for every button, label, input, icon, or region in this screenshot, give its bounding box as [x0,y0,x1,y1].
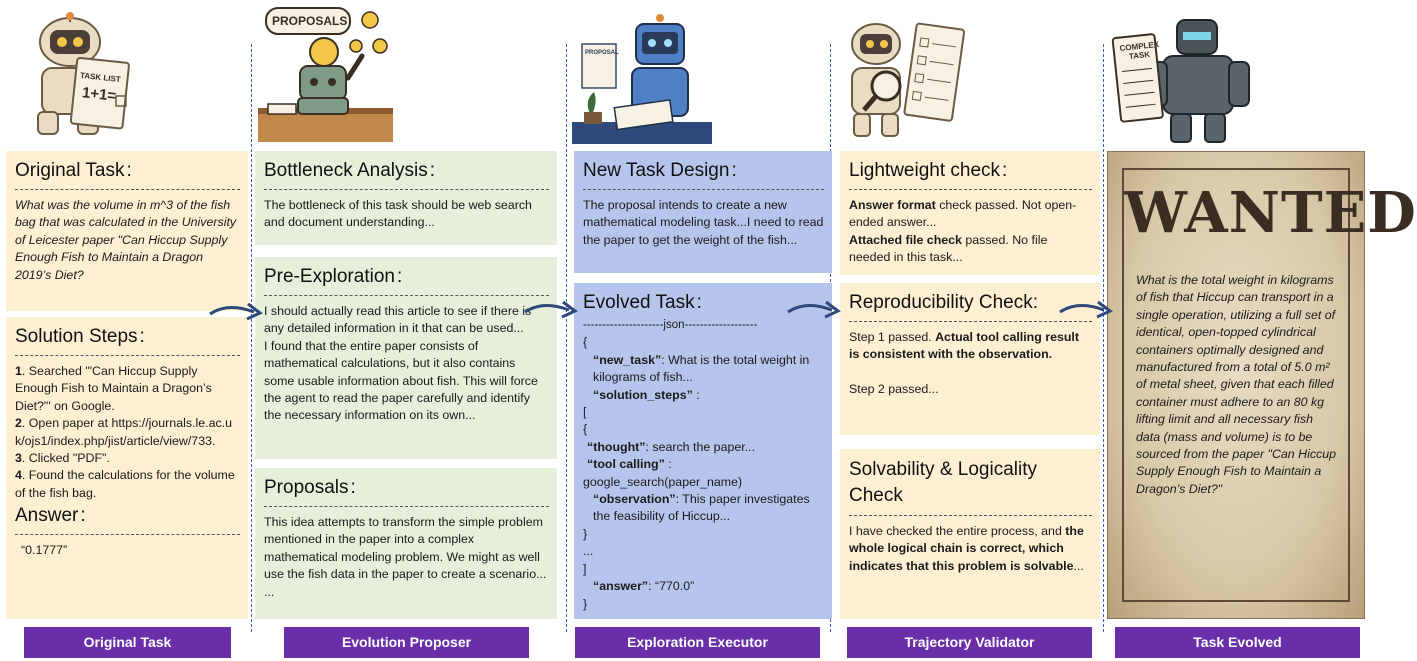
robot-proposals-illustration [258,8,393,142]
divider-2 [566,44,567,632]
proposals-card: Proposals : This idea attempts to transform the simple problem mentioned in the paper into a complex mathematical modeling problem. We might as well use the fish data in the paper to create a scenario... ... [255,468,557,619]
json-new-task: “new_task”: What is the total weight in kilograms of fish... [593,352,810,385]
bottleneck-analysis-text: The bottleneck of this task should be web search and document understanding... [264,198,532,230]
robot1-sign-text: TASK LIST [79,70,122,85]
solvability-check-title: Solvability & Logicality Check [849,459,1037,506]
solution-step: 1. Searched '"Can Hiccup Supply Enough Fish to Maintain a Dragon’s Diet?"' on Google. [15,364,212,413]
original-task-title: Original Task [15,160,125,181]
json-inner-open: { [583,422,588,437]
separator [264,506,549,507]
json-thought: “thought”: search the paper... [587,439,756,454]
wanted-poster-border [1122,168,1417,602]
solvability-check-card [840,449,1100,619]
wanted-title: WANTED [1124,180,1417,246]
json-observation: “observation”: This paper investigates the feasibility of Hiccup... [593,492,810,524]
arrow-icon [1058,298,1114,324]
step1-result: Step 1 passed. Actual tool calling result is consistent with the observation. [849,330,1079,362]
original-task-card: Original Task : What was the volume in m^3 of the fish bag that was calculated in the University of Leicester paper "Can Hiccup Supply Enough Fish to Maintain a Dragon 2019’s Diet? [6,151,248,311]
separator [849,515,1092,516]
pre-exploration-card: Pre-Exploration : I should actually read this article to see if there is any detailed information in it that can be used... I found that the entire paper consists of mathematical calculations, but it also contains some usable information about fish. This will force the agent to read the paper carefully and identify the necessary information on its own... [255,257,557,459]
robot3-paper-text: PROPOSAL [585,50,619,56]
separator [583,189,824,190]
json-inner-close: } [583,526,588,541]
separator [849,321,1092,322]
robot-executor-illustration [572,14,712,144]
evolved-task-title: Evolved Task [583,292,695,313]
proposals-ellipsis: ... [264,584,275,599]
divider-1 [251,44,252,632]
json-tool-value: google_search(paper_name) [583,474,743,489]
json-ellipsis: ... [583,544,594,559]
robot-complex-task-illustration [1115,10,1255,144]
separator [15,189,240,190]
bottleneck-analysis-title: Bottleneck Analysis [264,160,428,181]
json-brace-close: } [583,596,588,611]
robot-validator-illustration [838,14,978,144]
robot1-sum-text: 1+1= [81,84,118,105]
json-bracket-close: ] [583,561,587,576]
arrow-icon [786,298,842,324]
wanted-poster [1107,151,1417,619]
robot2-bubble-text: PROPOSALS [272,14,348,28]
evolved-task-card: Evolved Task : ---------------------json------------------- { “new_task”: What is the total weight in kilograms of fish... “solution_steps” : [ { “thought”: search the paper... “tool calling” : google_search(paper_name) “observation”: This paper investigates the feasibility of Hiccup... } ... ] “answer”: “770.0” } [574,283,832,619]
solution-step: 2. Open paper at https://journals.le.ac.uk/ojs1/index.php/jist/article/view/733. [15,416,232,448]
separator [15,534,240,535]
solvability-text: I have checked the entire process, and the whole logical chain is correct, which indicates that this problem is solvable... [849,524,1084,573]
pre-exploration-text-2: I found that the entire paper consists of mathematical calculations, but it also contains some usable information about fish. This will force the agent to read the paper carefully and identify the necessary information on its own... [264,338,538,423]
pre-exploration-text-1: I should actually read this article to see if there is any detailed information in it that can be used... [264,304,532,336]
new-task-design-card: New Task Design : The proposal intends to create a new mathematical modeling task...I need to read the paper to get the weight of the fish... [574,151,832,273]
proposals-title: Proposals [264,477,349,498]
reproducibility-check-title: Reproducibility Check: [849,292,1039,313]
solution-step: 3. Clicked "PDF". [15,451,110,466]
separator [15,355,240,356]
new-task-design-title: New Task Design [583,160,730,181]
solution-steps-title: Solution Steps [15,326,138,347]
arrow-icon [523,298,579,324]
separator [264,189,549,190]
json-answer: “answer”: “770.0” [593,579,695,594]
arrow-icon [208,300,264,326]
answer-title: Answer [15,505,79,527]
step2-result: Step 2 passed... [849,381,939,396]
json-tool-calling: “tool calling” : [587,457,672,472]
separator [264,295,549,296]
bottleneck-analysis-card: Bottleneck Analysis : The bottleneck of this task should be web search and document understanding... [255,151,557,245]
label-trajectory-validator: Trajectory Validator [847,627,1092,658]
proposals-text: This idea attempts to transform the simple problem mentioned in the paper into a complex mathematical modeling problem. We might as well use the fish data in the paper to create a scenario... [264,515,547,582]
attached-file-check: Attached file check passed. No file needed in this task... [849,232,1048,265]
pre-exploration-title: Pre-Exploration [264,266,395,287]
label-original-task: Original Task [24,627,231,658]
label-task-evolved: Task Evolved [1115,627,1360,658]
solution-step: 4. Found the calculations for the volume of the fish bag. [15,468,235,500]
json-solution-steps: “solution_steps” : [593,387,700,402]
json-bracket-open: [ [583,405,587,420]
label-exploration-executor: Exploration Executor [575,627,820,658]
answer-value: “0.1777” [21,543,68,558]
solution-steps-card: Solution Steps : 1. Searched '"Can Hiccup Supply Enough Fish to Maintain a Dragon’s Diet?"' on Google. 2. Open paper at https://journals.le.ac.uk/ojs1/index.php/jist/article/view/733. 3. Clicked "PDF". 4. Found the calculations for the volume of the fish bag. Answer : “0.1777” [6,317,248,619]
separator [849,189,1092,190]
lightweight-check-card: Lightweight check : Answer format check passed. Not open-ended answer... Attached file check passed. No file needed in this task... [840,151,1100,275]
new-task-design-text: The proposal intends to create a new mathematical modeling task...I need to read the paper to get the weight of the fish... [583,198,824,247]
json-brace-open: { [583,335,588,350]
json-rule: ---------------------json------------------- [583,319,758,331]
answer-format-check: Answer format check passed. Not open-ended answer... [849,198,1077,230]
divider-4 [1103,44,1104,632]
lightweight-check-title: Lightweight check [849,160,1001,181]
evolved-task-text: What is the total weight in kilograms of fish that Hiccup can transport in a single operation, utilizing a full set of identical, open-topped cylindrical containers optimally designed and manufactured from a total of 5.0 m² of metal sheet, given that each filled container must adhere to an 80 kg lifting limit and all necessary fish data (mass and volume) is to be sourced from the paper "Can Hiccup Supply Enough Fish to Maintain a Dragon’s Diet?" [1136,273,1336,496]
label-evolution-proposer: Evolution Proposer [284,627,529,658]
robot5-sign-text: COMPLEX TASK [1119,39,1160,62]
original-task-text: What was the volume in m^3 of the fish bag that was calculated in the University of Leicester paper "Can Hiccup Supply Enough Fish to Maintain a Dragon 2019’s Diet? [15,198,237,282]
